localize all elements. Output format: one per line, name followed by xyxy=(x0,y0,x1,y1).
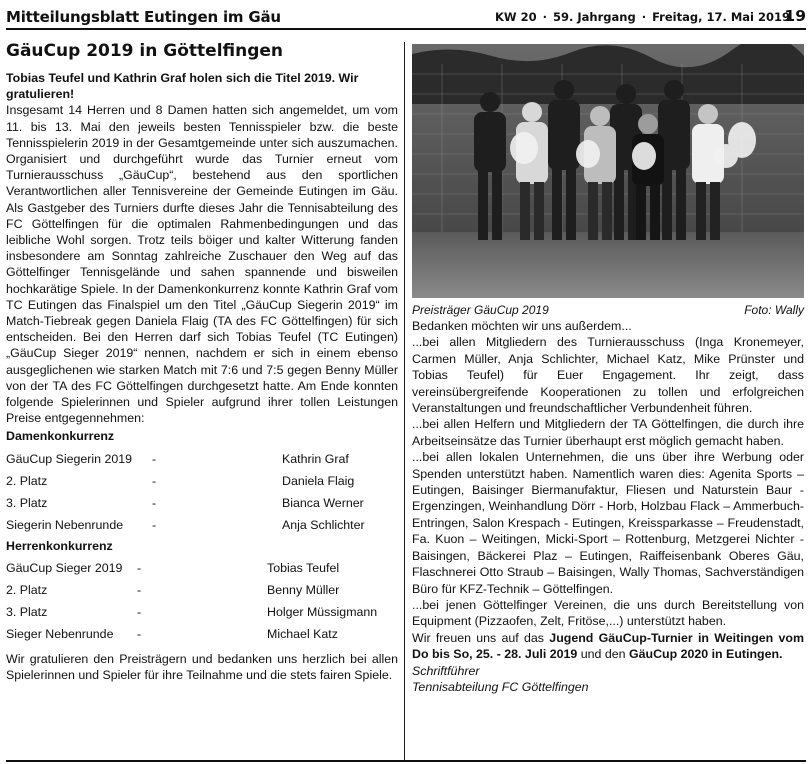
result-row xyxy=(6,448,398,470)
result-row xyxy=(6,470,398,492)
left-column xyxy=(6,40,398,683)
result-place: 2. Platz xyxy=(6,582,48,597)
men-results-list xyxy=(6,557,398,645)
page-number: 19 xyxy=(784,7,806,25)
youth-tournament-highlight: Jugend GäuCup-Turnier in Weitingen vom Do bis So, 25. - 28. Juli 2019 xyxy=(412,630,805,662)
result-dash: - xyxy=(152,451,157,466)
outlook-text-1: Wir freuen uns auf das xyxy=(412,630,550,645)
article-body: Insgesamt 14 Herren und 8 Damen hatten sich angemeldet, um vom 11. bis 13. Mai den jeweils besten Tennisspieler bzw. die beste Tennisspielerin 2019 in der Gesamtgemeinde unter sich auszumachen. Organisiert und durchgeführt wurde das Turnier erneut vom Turnierausschuss „GäuCup“, bestehend aus den sportlichen Verantwortlichen aller Tennisvereine der Gemeinde Eutingen im Gäu. Als Gastgeber des Turniers durfte dieses Jahr die Tennisabteilung des FC Göttelfingen für die optimalen Rahmenbedingungen und das leibliche Wohl sorgen. Trotz teils böiger und kalter Witterung fanden insbesondere am Sonntag zahlreiche Zuschauer den Weg auf das Göttelfinger Tennisgelände und sahen spannende und bisweilen hochkarätige Spiele. In der Damenkonkurrenz konnte Kathrin Graf vom TC Eutingen das Finalspiel um den Titel „GäuCup Siegerin 2019“ im Match-Tiebreak gegen Daniela Flaig (TA des FC Göttelfingen) für sich entscheiden. Bei den Herren darf sich Tobias Teufel (TC Eutingen) „GäuCup Sieger 2019“ nennen, nachdem er sich in einem ebenso ausgeglichenen wie starken Match mit 7:6 und 7:5 gegen Benny Müller von der TA des FC Göttelfingen durchgesetzt hatte. Am Ende konnten folgende Spielerinnen und Spieler aufgrund ihrer tollen Leistungen Preise entgegennehmen: xyxy=(6,103,398,426)
result-name: Holger Müssigmann xyxy=(267,604,378,619)
result-dash: - xyxy=(137,604,142,619)
result-name: Kathrin Graf xyxy=(282,451,349,466)
result-row xyxy=(6,623,398,645)
issue-info: KW 20 · 59. Jahrgang · Freitag, 17. Mai 2019 xyxy=(495,10,790,24)
winners-photo xyxy=(412,44,804,298)
header-rule xyxy=(6,28,806,30)
outlook-text-2: und den xyxy=(577,647,629,662)
result-place: 2. Platz xyxy=(6,473,48,488)
gaucup-2020-highlight: GäuCup 2020 in Eutingen. xyxy=(628,647,783,662)
winners-photo-image xyxy=(412,44,804,298)
result-place: Sieger Nebenrunde xyxy=(6,626,114,641)
outlook-paragraph xyxy=(412,630,804,663)
right-column xyxy=(412,44,804,695)
result-dash: - xyxy=(137,626,142,641)
photo-caption-text: Preisträger GäuCup 2019 xyxy=(412,303,549,317)
issue-volume: 59. Jahrgang xyxy=(553,10,636,24)
result-name: Michael Katz xyxy=(267,626,338,641)
column-divider xyxy=(404,42,405,760)
result-dash: - xyxy=(137,582,142,597)
article-title: GäuCup 2019 in Göttelfingen xyxy=(6,41,284,61)
result-name: Bianca Werner xyxy=(282,495,364,510)
result-place: GäuCup Siegerin 2019 xyxy=(6,451,133,466)
article-closing: Wir gratulieren den Preisträgern und bedanken uns herzlich bei allen Spielerinnen und Spieler für ihre Teilnahme und die stets fairen Spiele. xyxy=(6,651,398,683)
result-place: 3. Platz xyxy=(6,495,48,510)
result-name: Benny Müller xyxy=(267,582,340,597)
footer-rule xyxy=(6,760,806,762)
result-row xyxy=(6,601,398,623)
result-place: Siegerin Nebenrunde xyxy=(6,517,124,532)
thanks-clubs: ...bei jenen Göttelfinger Vereinen, die uns durch Bereitstellung von Equipment (Pizzaofen, Zelt, Fritöse,...) unterstützt haben. xyxy=(412,597,804,629)
thanks-committee: ...bei allen Mitgliedern des Turnierausschuss (Inga Kronemeyer, Carmen Müller, Anja Schlichter, Michael Katz, Mike Prünster und Tobias Teufel) für Euer Engagement. Ihr zeigt, dass vereinsübergreifende Kooperationen zu tollen und erfolgreichen Veranstaltungen und freundschaftlicher Verbundenheit führen. xyxy=(412,335,804,416)
page-header xyxy=(6,6,806,30)
result-dash: - xyxy=(152,473,157,488)
signature-role: Schriftführer xyxy=(412,663,480,678)
result-name: Daniela Flaig xyxy=(282,473,355,488)
issue-date: Freitag, 17. Mai 2019 xyxy=(652,10,790,24)
result-row xyxy=(6,514,398,536)
thanks-sponsors: ...bei allen lokalen Unternehmen, die uns über ihre Werbung oder Spenden unterstützt haben. Namentlich waren dies: Agenita Sports – Eutingen, Baisinger Biermanufaktur, Fliesen und Naturstein Baur - Ergenzingen, Weinhandlung Dörr - Horb, Holzbau Flack – Ammerbuch-Entringen, Salon Krespach - Eutingen, Kreissparkasse – Freudenstadt, Fa. Kuon – Weitingen, Micki-Sport – Rottenburg, Metzgerei Nichter - Baisingen, Bäckerei Plaz – Eutingen, Raiffeisenbank Oberes Gäu, Flaschnerei Otto Straub – Baisingen, Wally Thomas, Sachverständigen Büro für KFZ-Technik – Göttelfingen. xyxy=(412,450,804,596)
women-results-heading: Damenkonkurrenz xyxy=(6,429,115,444)
result-name: Tobias Teufel xyxy=(267,560,340,575)
thanks-helpers: ...bei allen Helfern und Mitgliedern der TA Göttelfingen, die durch ihre Arbeitseinsätze das Turnier überhaupt erst möglich gemacht haben. xyxy=(412,417,804,448)
men-results-heading: Herrenkonkurrenz xyxy=(6,538,113,553)
result-dash: - xyxy=(152,495,157,510)
result-dash: - xyxy=(137,560,142,575)
thanks-intro: Bedanken möchten wir uns außerdem... xyxy=(412,319,632,333)
women-results-list xyxy=(6,448,398,536)
result-dash: - xyxy=(152,517,157,532)
signature-club: Tennisabteilung FC Göttelfingen xyxy=(412,679,589,694)
photo-credit: Foto: Wally xyxy=(744,303,804,317)
result-name: Anja Schlichter xyxy=(282,517,365,532)
result-place: 3. Platz xyxy=(6,604,48,619)
article-intro: Tobias Teufel und Kathrin Graf holen sich die Titel 2019. Wir gratulieren! xyxy=(6,71,359,102)
publication-title: Mitteilungsblatt Eutingen im Gäu xyxy=(6,8,281,26)
result-row xyxy=(6,557,398,579)
result-place: GäuCup Sieger 2019 xyxy=(6,560,123,575)
photo-caption xyxy=(412,300,804,318)
result-row xyxy=(6,579,398,601)
result-row xyxy=(6,492,398,514)
issue-week: KW 20 xyxy=(495,10,537,24)
